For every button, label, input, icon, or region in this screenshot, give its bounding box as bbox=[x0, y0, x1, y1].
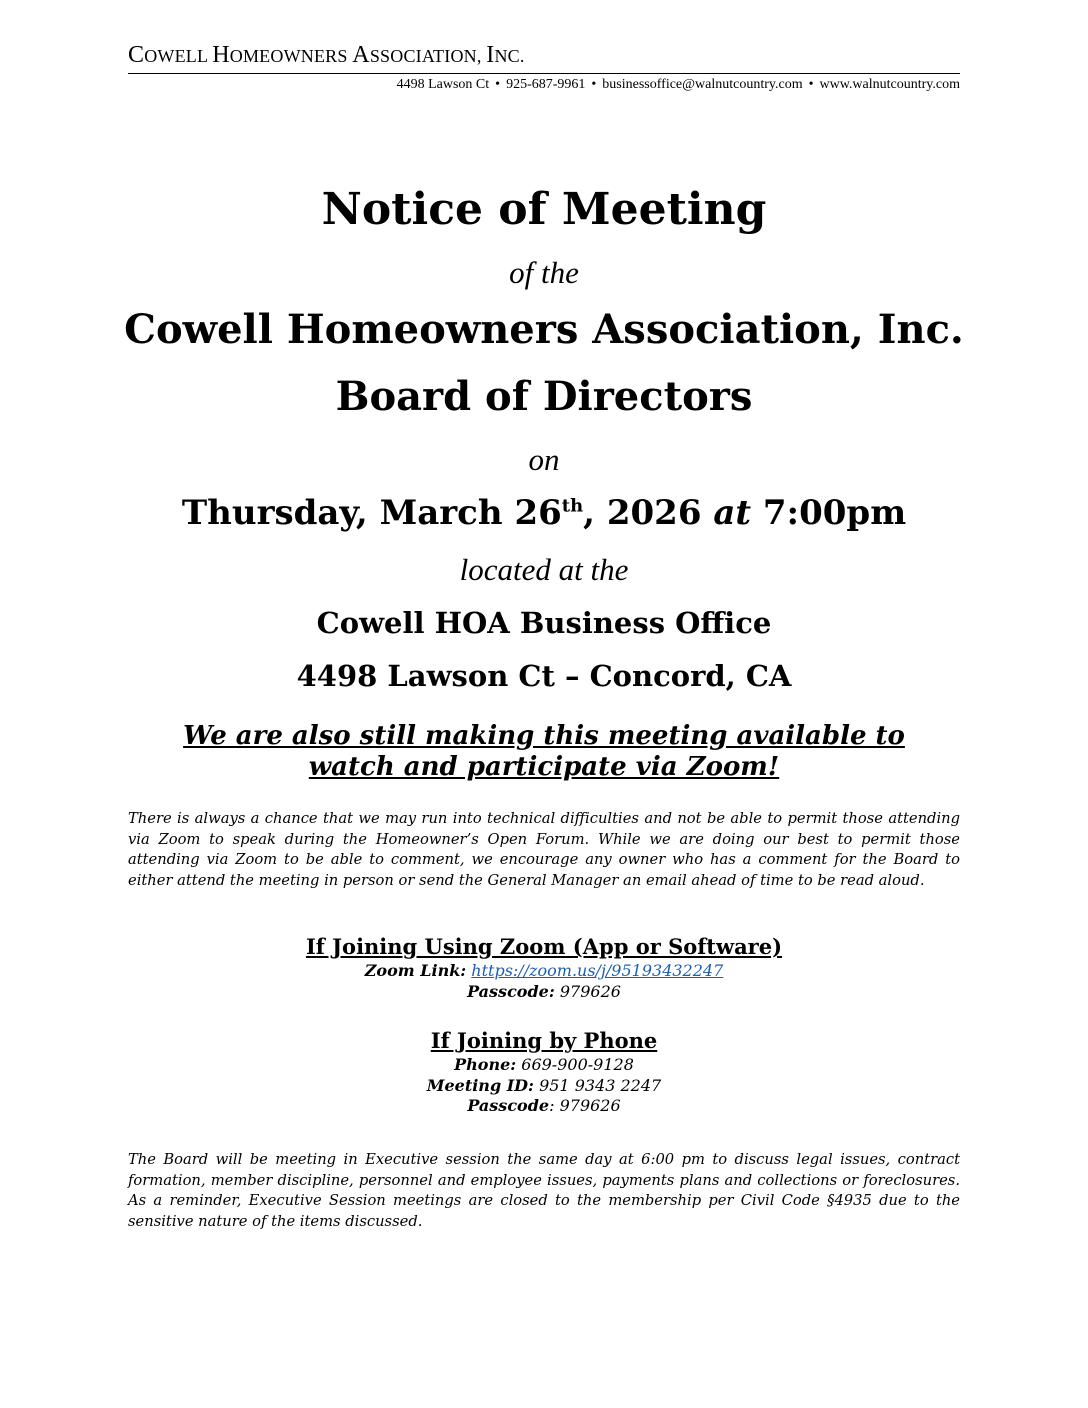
meeting-address: 4498 Lawson Ct – Concord, CA bbox=[296, 659, 792, 693]
organization-name: COWELL HOMEOWNERS ASSOCIATION, INC. bbox=[128, 42, 525, 68]
located-at-text: located at the bbox=[459, 552, 629, 587]
zoom-passcode-line: Passcode: 979626 bbox=[467, 981, 621, 1001]
zoom-availability-notice: We are also still making this meeting available to watch and participate via Zoom! bbox=[183, 721, 905, 782]
zoom-join-section bbox=[0, 933, 1088, 1002]
bullet-separator: • bbox=[495, 77, 501, 92]
notice-title: Notice of Meeting bbox=[321, 184, 767, 235]
letterhead-rule bbox=[128, 73, 960, 74]
phone-section-heading: If Joining by Phone bbox=[430, 1028, 658, 1053]
meeting-location-name: Cowell HOA Business Office bbox=[316, 606, 772, 640]
letterhead-contact bbox=[128, 77, 960, 93]
phone-number-line: Phone: 669-900-9128 bbox=[454, 1055, 634, 1074]
letterhead bbox=[128, 40, 960, 93]
meeting-date: Thursday, March 26th, 2026 at 7:00pm bbox=[181, 493, 907, 533]
letterhead-address: 4498 Lawson Ct bbox=[396, 77, 490, 92]
board-name: Board of Directors bbox=[335, 373, 753, 420]
letterhead-phone: 925-687-9961 bbox=[506, 77, 586, 92]
letterhead-email: businessoffice@walnutcountry.com bbox=[602, 77, 803, 92]
phone-passcode-line: Passcode: 979626 bbox=[467, 1096, 621, 1115]
bullet-separator: • bbox=[591, 77, 597, 92]
of-the-text: of the bbox=[509, 255, 579, 290]
on-text: on bbox=[528, 442, 560, 477]
bullet-separator: • bbox=[808, 77, 814, 92]
meeting-id-line: Meeting ID: 951 9343 2247 bbox=[426, 1075, 662, 1095]
technical-disclaimer: There is always a chance that we may run into technical difficulties and not be able to permit those attending via Zoom to speak during the Homeowner’s Open Forum. While we are doing our best to permit those attending via Zoom to be able to comment, we encourage any owner who has a comment for the Board to either attend the meeting in person or send the General Manager an email ahead of time to be read aloud. bbox=[128, 810, 960, 889]
zoom-link[interactable]: https://zoom.us/j/95193432247 bbox=[471, 961, 724, 980]
zoom-link-line: Zoom Link: https://zoom.us/j/95193432247 bbox=[364, 961, 724, 980]
association-name: Cowell Homeowners Association, Inc. bbox=[124, 306, 964, 353]
phone-join-section bbox=[0, 1027, 1088, 1117]
executive-session-note: The Board will be meeting in Executive session the same day at 6:00 pm to discuss legal issues, contract formation, member discipline, personnel and employee issues, payments plans and collections or foreclosures. As a reminder, Executive Session meetings are closed to the membership per Civil Code §4935 due to the sensitive nature of the items discussed. bbox=[128, 1151, 960, 1230]
letterhead-website: www.walnutcountry.com bbox=[819, 77, 960, 92]
zoom-section-heading: If Joining Using Zoom (App or Software) bbox=[305, 934, 783, 959]
